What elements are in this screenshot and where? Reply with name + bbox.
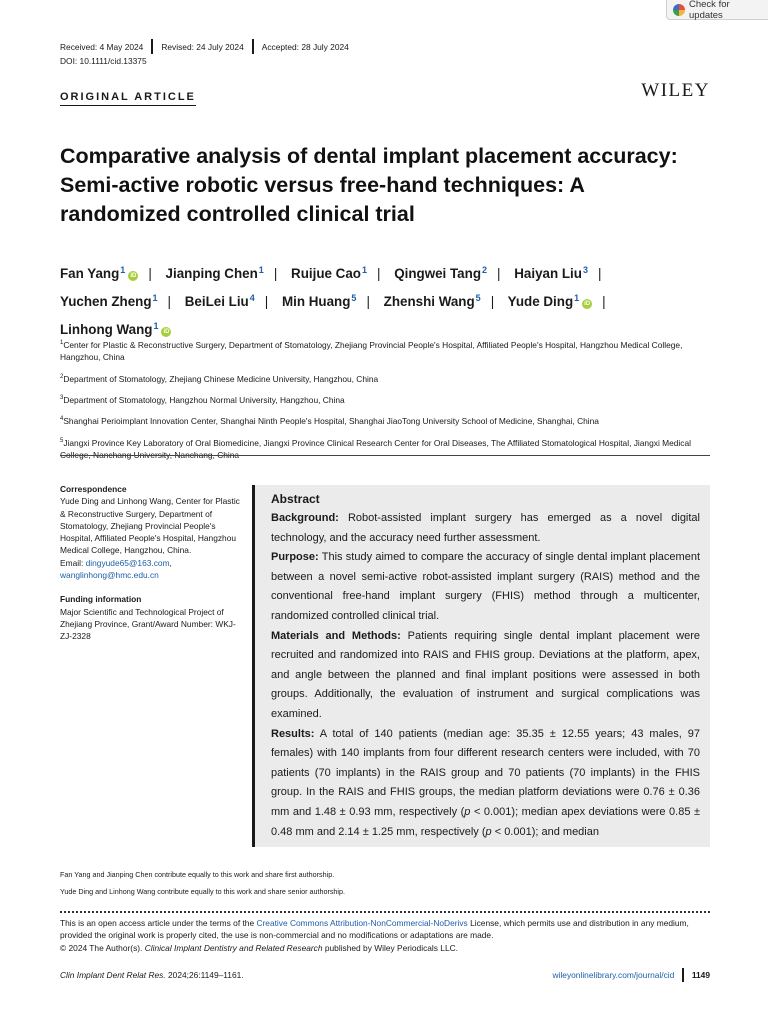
affiliation: $^5$Jiangxi Province Key Laboratory of Oral Biomedicine, Jiangxi Province Clinical Research Center for Oral Diseases, The Affiliated Stomatological Hospital, Jiangxi Medical College, Nanchang University, Nanchang, China	[60, 437, 691, 460]
author-note: Yude Ding and Linhong Wang contribute equally to this work and share senior authorship.	[60, 887, 346, 896]
divider	[252, 39, 254, 54]
accepted-date: Accepted: 28 July 2024	[261, 41, 349, 52]
abstract-purpose: Purpose: This study aimed to compare the accuracy of single dental implant placement between a novel semi-active robot-assisted implant surgery (RAIS) method and the conventional free-hand implant surgery (FHIS) method through a multicenter, randomized controlled clinical trial.	[271, 551, 700, 622]
doi[interactable]: DOI: 10.1111/cid.13375	[60, 56, 147, 66]
author[interactable]: Zhenshi Wang$^5$	[383, 293, 481, 309]
abstract-heading: Abstract	[271, 492, 320, 506]
page-footer	[60, 968, 710, 982]
author[interactable]: Jianping Chen$^1$	[165, 265, 264, 281]
author[interactable]: Haiyan Liu$^3$	[514, 265, 588, 281]
author-list: Fan Yang$^1$iD | Jianping Chen$^1$ | Ruijue Cao$^1$ | Qingwei Tang$^2$ | Haiyan Liu$^3$ | Yuchen Zheng$^1$ | BeiLei Liu$^4$ | Min Huang$^5$ | Zhenshi Wang$^5$ | Yude Ding$^1$iD | Linhong Wang$^1$iD	[60, 265, 606, 337]
orcid-icon[interactable]: iD	[584, 301, 591, 307]
author[interactable]: Min Huang$^5$	[281, 293, 357, 309]
affiliations	[60, 337, 710, 468]
license-link[interactable]: Creative Commons Attribution-NonCommercial-NoDerivs	[256, 918, 468, 928]
correspondence-text: Yude Ding and Linhong Wang, Center for Plastic & Reconstructive Surgery, Department of Stomatology, Zhejiang Provincial People's Hospital, Affiliated People's Hospital, Hangzhou Medical College, Hangzhou, China.	[60, 496, 240, 556]
orcid-icon[interactable]: iD	[130, 273, 137, 279]
email-link[interactable]: dingyude65@163.com	[85, 557, 170, 568]
revised-date: Revised: 24 July 2024	[161, 41, 244, 52]
correspondence-sidebar	[60, 483, 245, 643]
author-note: Fan Yang and Jianping Chen contribute equally to this work and share first authorship.	[60, 870, 335, 879]
author[interactable]: Ruijue Cao$^1$	[291, 265, 367, 281]
dotted-divider	[60, 911, 710, 913]
author[interactable]: Linhong Wang$^1$iD	[60, 321, 170, 337]
citation: Clin Implant Dent Relat Res. 2024;26:1149–1161.	[60, 970, 244, 980]
affiliation: $^4$Shanghai Perioimplant Innovation Center, Shanghai Ninth People's Hospital, Shanghai JiaoTong University School of Medicine, Shanghai, China	[60, 416, 599, 427]
abstract-results: Results: A total of 140 patients (median age: 35.35 ± 12.55 years; 43 males, 97 females) with 140 implants from four different research centers were included, with 70 patients (70 implants) in the RAIS group and 70 patients (70 implants) in the FHIS group. In the RAIS and FHIS groups, the median platform deviations were 0.76 ± 0.36 mm and 1.48 ± 0.93 mm, respectively (p < 0.001); median apex deviations were 0.85 ± 0.48 mm and 2.14 ± 1.25 mm, respectively (p < 0.001); and median	[271, 727, 701, 838]
affiliation: $^2$Department of Stomatology, Zhejiang Chinese Medicine University, Hangzhou, China	[60, 373, 379, 384]
article-type: ORIGINAL ARTICLE	[60, 91, 196, 106]
history-dates	[60, 39, 349, 54]
funding-text: Major Scientific and Technological Project of Zhejiang Province, Grant/Award Number: WKJ-ZJ-2328	[60, 606, 236, 642]
author[interactable]: Qingwei Tang$^2$	[394, 265, 488, 281]
funding-heading: Funding information	[60, 594, 142, 605]
check-for-updates-button[interactable]	[666, 0, 768, 20]
journal-url-link[interactable]: wileyonlinelibrary.com/journal/cid	[552, 970, 675, 980]
publisher-logo[interactable]: WILEY	[641, 80, 710, 101]
check-for-updates-label: Check for updates	[689, 0, 730, 21]
author-notes	[60, 869, 710, 903]
author[interactable]: BeiLei Liu$^4$	[184, 293, 255, 309]
abstract-methods: Materials and Methods: Patients requiring single dental implant placement were recruited and randomized into RAIS and FHIS group. Deviations at the platform, apex, and angle between the planned and final implant positions were assessed in both groups. Additionally, the evaluation of instrument and surgical complications was examined.	[271, 629, 700, 720]
email-link[interactable]: wanglinhong@hmc.edu.cn	[60, 570, 159, 581]
divider	[151, 39, 153, 54]
author[interactable]: Fan Yang$^1$iD	[60, 265, 137, 281]
received-date: Received: 4 May 2024	[60, 41, 144, 52]
author[interactable]: Yuchen Zheng$^1$	[60, 293, 158, 309]
license-statement: This is an open access article under the terms of the Creative Commons Attribution-NonCommercial-NoDerivs License, which permits use and distribution in any medium, provided the original work is properly cited, the use is non-commercial and no modifications or adaptations are made. © 2024 The Author(s). Clinical Implant Dentistry and Related Research published by Wiley Periodicals LLC.	[60, 918, 689, 953]
crossmark-icon	[673, 4, 685, 16]
page-number: 1149	[691, 970, 710, 980]
correspondence-heading: Correspondence	[60, 484, 127, 494]
orcid-icon[interactable]: iD	[163, 329, 170, 335]
section-divider	[60, 455, 710, 456]
abstract-background: Background: Robot-assisted implant surgery has emerged as a novel digital technology, and the accuracy need further assessment.	[271, 512, 700, 544]
divider	[682, 968, 684, 982]
affiliation: $^3$Department of Stomatology, Hangzhou Normal University, Hangzhou, China	[60, 394, 345, 405]
author[interactable]: Yude Ding$^1$iD	[507, 293, 591, 309]
abstract-box	[252, 485, 710, 847]
affiliation: $^1$Center for Plastic & Reconstructive Surgery, Department of Stomatology, Zhejiang Provincial People's Hospital, Affiliated People's Hospital, Hangzhou Medical College, Hangzhou, China	[60, 339, 683, 363]
correspondence-email: Email: dingyude65@163.com, wanglinhong@hmc.edu.cn	[60, 557, 172, 581]
article-title: Comparative analysis of dental implant placement accuracy: Semi-active robotic versus free-hand techniques: A randomized controlled clinical trial	[60, 144, 678, 226]
